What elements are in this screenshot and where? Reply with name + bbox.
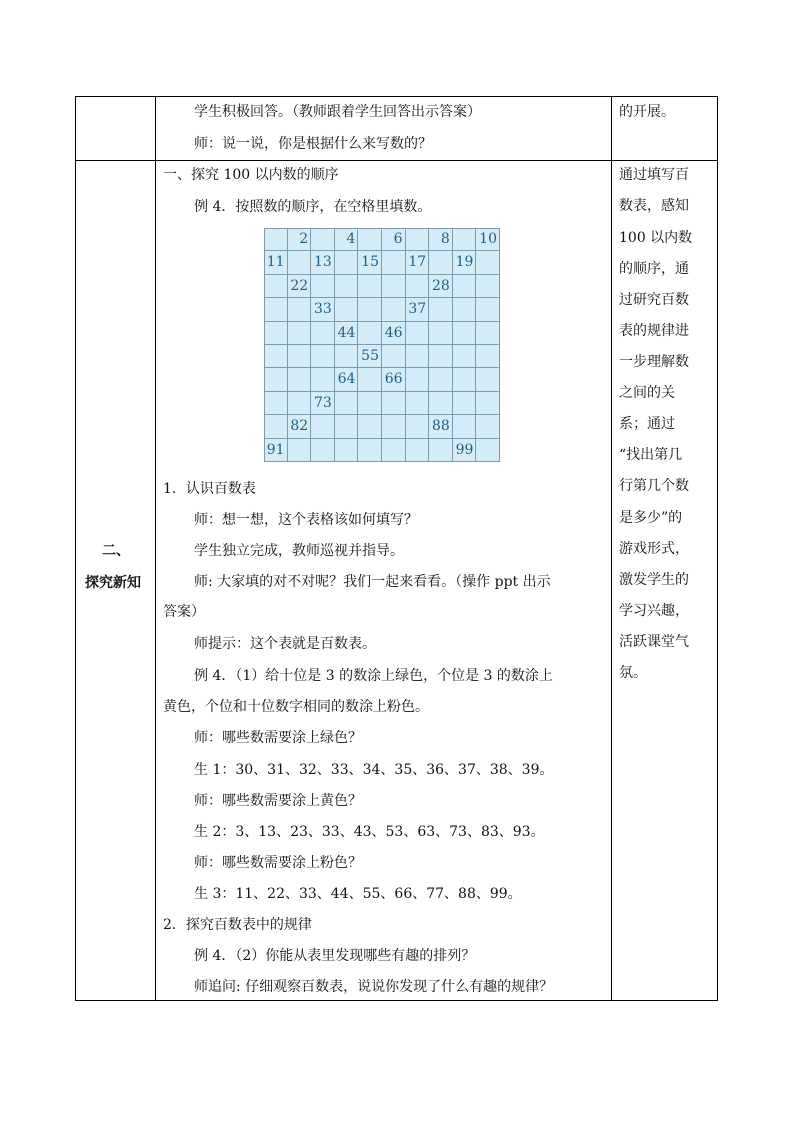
hundred-chart-cell [476, 345, 500, 368]
content-line: 生 3：11、22、33、44、55、66、77、88、99。 [194, 886, 522, 902]
side-note-line: 的顺序，通 [619, 261, 689, 277]
hundred-chart-cell: 6 [382, 228, 406, 251]
hundred-chart-cell [335, 251, 359, 274]
hundred-chart-cell [264, 322, 288, 345]
hundred-chart-cell: 46 [382, 322, 406, 345]
hundred-chart-cell: 73 [311, 392, 335, 415]
table-col-divider-2 [611, 96, 612, 1001]
table-row-divider [75, 160, 718, 161]
subsection-heading: 1．认识百数表 [163, 481, 256, 497]
hundred-chart-cell [311, 439, 335, 462]
hundred-chart-cell [429, 392, 453, 415]
hundred-chart-cell [264, 275, 288, 298]
content-line: 师：哪些数需要涂上绿色？ [194, 730, 362, 746]
hundred-chart-cell [358, 368, 382, 391]
content-line: 师提示：这个表就是百数表。 [194, 636, 376, 652]
hundred-chart-cell: 64 [335, 368, 359, 391]
content-line: 例 4．（1）给十位是 3 的数涂上绿色，个位是 3 的数涂上 [194, 668, 553, 684]
hundred-chart-cell [335, 275, 359, 298]
hundred-chart-cell [311, 322, 335, 345]
hundred-chart-cell [358, 275, 382, 298]
hundred-chart-cell [335, 392, 359, 415]
side-note-line: 100 以内数 [619, 230, 693, 246]
hundred-chart-cell [264, 228, 288, 251]
side-note-line: 一步理解数 [619, 354, 689, 370]
hundred-chart-cell [429, 322, 453, 345]
hundred-chart-cell [311, 275, 335, 298]
hundred-chart-cell [264, 298, 288, 321]
hundred-chart-cell: 55 [358, 345, 382, 368]
side-note-line: 行第几个数 [619, 478, 689, 494]
content-line: 黄色，个位和十位数字相同的数涂上粉色。 [163, 699, 429, 715]
hundred-chart-cell: 10 [476, 228, 500, 251]
hundred-chart-cell [288, 368, 312, 391]
hundred-chart-cell [358, 322, 382, 345]
section-heading: 一、探究 100 以内数的顺序 [163, 167, 339, 183]
table-border-left [75, 96, 76, 1001]
hundred-chart-cell [476, 368, 500, 391]
hundred-chart-cell [288, 322, 312, 345]
content-line: 师: 大家填的对不对呢？我们一起来看看。（操作 ppt 出示 [194, 574, 551, 590]
hundred-chart-cell: 19 [453, 251, 477, 274]
hundred-chart-cell [476, 298, 500, 321]
hundred-chart-cell: 99 [453, 439, 477, 462]
hundred-chart-cell: 17 [406, 251, 430, 274]
hundred-chart-cell: 11 [264, 251, 288, 274]
hundred-chart-cell [476, 251, 500, 274]
hundred-chart-cell [358, 298, 382, 321]
side-note-line: “找出第几 [619, 447, 683, 463]
hundred-chart-cell: 66 [382, 368, 406, 391]
hundred-chart-cell: 4 [335, 228, 359, 251]
content-line: 师追问: 仔细观察百数表，说说你发现了什么有趣的规律？ [194, 979, 554, 995]
hundred-chart-cell [429, 298, 453, 321]
hundred-chart-cell [429, 368, 453, 391]
row1-side-note: 的开展。 [619, 104, 675, 120]
hundred-chart-cell [406, 439, 430, 462]
hundred-chart-cell [406, 415, 430, 438]
hundred-chart-cell [406, 368, 430, 391]
hundred-chart-cell [335, 298, 359, 321]
hundred-chart-cell [453, 368, 477, 391]
hundred-chart-cell [311, 368, 335, 391]
hundred-chart-cell: 82 [288, 415, 312, 438]
hundred-chart-cell [311, 228, 335, 251]
hundred-chart-cell [406, 228, 430, 251]
hundred-chart-cell [429, 251, 453, 274]
side-note-line: 激发学生的 [619, 572, 689, 588]
hundred-chart-cell [406, 392, 430, 415]
hundred-chart-cell: 91 [264, 439, 288, 462]
hundred-chart-cell [288, 439, 312, 462]
hundred-chart-cell [358, 439, 382, 462]
side-note-line: 氛。 [619, 665, 647, 681]
hundred-chart-cell [453, 228, 477, 251]
content-line: 师：哪些数需要涂上黄色？ [194, 793, 362, 809]
side-note-line: 数表，感知 [619, 198, 689, 214]
hundred-chart-cell [382, 392, 406, 415]
subsection-heading: 2．探究百数表中的规律 [163, 917, 312, 933]
hundred-chart-cell [335, 415, 359, 438]
hundred-chart-cell [264, 392, 288, 415]
row1-line: 师：说一说，你是根据什么来写数的？ [194, 136, 432, 152]
hundred-chart-cell [264, 415, 288, 438]
hundred-chart-cell [335, 439, 359, 462]
content-line: 学生独立完成，教师巡视并指导。 [194, 543, 404, 559]
hundred-chart-cell [288, 392, 312, 415]
hundred-chart-cell [358, 415, 382, 438]
table-border-right [717, 96, 718, 1001]
hundred-chart-cell [382, 251, 406, 274]
content-line: 生 1：30、31、32、33、34、35、36、37、38、39。 [194, 762, 554, 778]
side-note-line: 过研究百数 [619, 292, 689, 308]
hundred-chart-cell [382, 275, 406, 298]
content-line: 答案） [163, 604, 205, 620]
hundred-chart-cell [453, 322, 477, 345]
side-note-line: 活跃课堂气 [619, 634, 689, 650]
hundred-chart [264, 228, 500, 462]
hundred-chart-cell [453, 298, 477, 321]
hundred-chart-cell [476, 322, 500, 345]
table-border-bottom [75, 1000, 718, 1001]
hundred-chart-cell: 2 [288, 228, 312, 251]
stage-name: 探究新知 [85, 575, 141, 591]
hundred-chart-cell [288, 298, 312, 321]
table-col-divider-1 [155, 96, 156, 1001]
example-prompt: 例 4．按照数的顺序，在空格里填数。 [194, 199, 432, 215]
hundred-chart-cell [453, 392, 477, 415]
side-note-line: 通过填写百 [619, 167, 689, 183]
hundred-chart-cell [264, 368, 288, 391]
hundred-chart-cell [453, 415, 477, 438]
hundred-chart-cell [358, 392, 382, 415]
hundred-chart-cell [382, 439, 406, 462]
hundred-chart-cell [476, 439, 500, 462]
hundred-chart-cell: 22 [288, 275, 312, 298]
content-line: 师：哪些数需要涂上粉色？ [194, 855, 362, 871]
hundred-chart-cell [453, 275, 477, 298]
content-line: 生 2：3、13、23、33、43、53、63、73、83、93。 [194, 824, 545, 840]
hundred-chart-cell [382, 298, 406, 321]
hundred-chart-cell [358, 228, 382, 251]
stage-number: 二、 [102, 543, 130, 559]
hundred-chart-cell [476, 275, 500, 298]
hundred-chart-cell: 88 [429, 415, 453, 438]
hundred-chart-cell: 33 [311, 298, 335, 321]
hundred-chart-cell [335, 345, 359, 368]
hundred-chart-cell [406, 345, 430, 368]
content-line: 师：想一想，这个表格该如何填写？ [194, 512, 418, 528]
hundred-chart-cell [476, 392, 500, 415]
hundred-chart-cell [311, 415, 335, 438]
hundred-chart-cell: 13 [311, 251, 335, 274]
hundred-chart-cell [429, 345, 453, 368]
hundred-chart-cell [476, 415, 500, 438]
row1-line: 学生积极回答。（教师跟着学生回答出示答案） [194, 104, 481, 120]
hundred-chart-cell [453, 345, 477, 368]
hundred-chart-cell: 37 [406, 298, 430, 321]
hundred-chart-cell [382, 345, 406, 368]
hundred-chart-cell: 28 [429, 275, 453, 298]
side-note-line: 学习兴趣， [619, 603, 689, 619]
hundred-chart-cell [406, 322, 430, 345]
hundred-chart-cell [288, 251, 312, 274]
side-note-line: 表的规律进 [619, 323, 689, 339]
table-border-top [75, 96, 718, 97]
content-line: 例 4．（2）你能从表里发现哪些有趣的排列？ [194, 948, 476, 964]
side-note-line: 系；通过 [619, 416, 675, 432]
hundred-chart-cell [382, 415, 406, 438]
hundred-chart-cell [406, 275, 430, 298]
hundred-chart-cell [264, 345, 288, 368]
side-note-line: 游戏形式， [619, 541, 689, 557]
hundred-chart-cell: 8 [429, 228, 453, 251]
side-note-line: 是多少”的 [619, 510, 683, 526]
hundred-chart-cell [311, 345, 335, 368]
side-note-line: 之间的关 [619, 385, 675, 401]
hundred-chart-cell: 15 [358, 251, 382, 274]
hundred-chart-cell [288, 345, 312, 368]
hundred-chart-cell [429, 439, 453, 462]
hundred-chart-cell: 44 [335, 322, 359, 345]
